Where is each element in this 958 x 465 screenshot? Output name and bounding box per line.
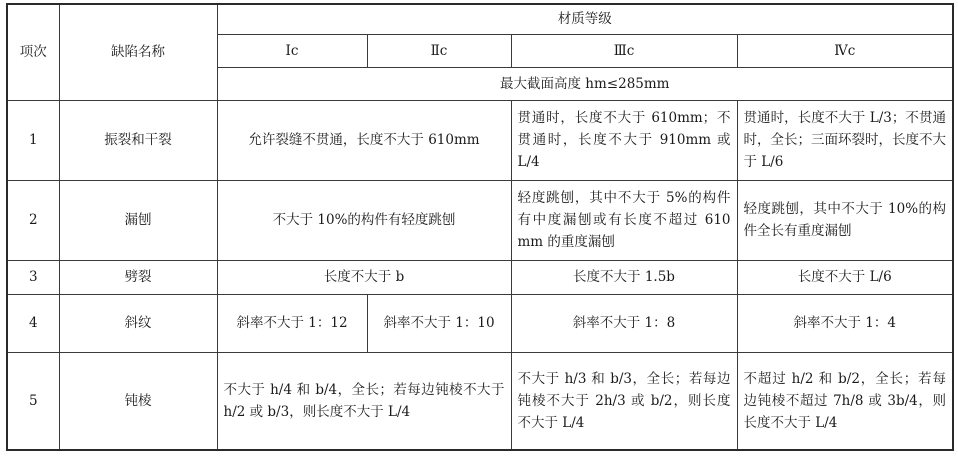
grade-4: Ⅳc: [737, 34, 953, 67]
header-defect-name: 缺陷名称: [59, 4, 217, 100]
grade-1-2-value: 允许裂缝不贯通，长度不大于 610mm: [217, 100, 511, 180]
grade-4-value: 斜率不大于 1：4: [737, 294, 953, 352]
grade-1-2-value: 不大于 h/4 和 b/4，全长；若每边钝棱不大于 h/2 或 b/3，则长度不大于 L/4: [217, 352, 511, 450]
grade-3-value: 贯通时，长度不大于 610mm；不贯通时，长度不大于 910mm 或 L/4: [511, 100, 737, 180]
header-grade-title: 材质等级: [217, 4, 953, 34]
grade-1-2-value: 不大于 10%的构件有轻度跳刨: [217, 180, 511, 260]
header-row-1: [7, 4, 953, 34]
grade-3-value: 长度不大于 1.5b: [511, 260, 737, 294]
row-index: 5: [7, 352, 59, 450]
defect-name: 漏刨: [59, 180, 217, 260]
grade-4-value: 不超过 h/2 和 b/2，全长；若每边钝棱不超过 7h/8 或 3b/4，则长度不大于 L/4: [737, 352, 953, 450]
grade-1-value: 斜率不大于 1：12: [217, 294, 367, 352]
grade-1: Ⅰc: [217, 34, 367, 67]
grade-1-2-value: 长度不大于 b: [217, 260, 511, 294]
max-height-note: 最大截面高度 hm≤285mm: [217, 67, 953, 100]
header-index: 项次: [7, 4, 59, 100]
defect-name: 钝棱: [59, 352, 217, 450]
grade-4-value: 长度不大于 L/6: [737, 260, 953, 294]
defect-name: 斜纹: [59, 294, 217, 352]
table-row: [7, 180, 953, 260]
material-grade-table: [6, 3, 954, 451]
grade-3-value: 斜率不大于 1：8: [511, 294, 737, 352]
row-index: 2: [7, 180, 59, 260]
grade-2: Ⅱc: [367, 34, 511, 67]
table-row: [7, 294, 953, 352]
grade-4-value: 贯通时，长度不大于 L/3；不贯通时，全长；三面环裂时，长度不大于 L/6: [737, 100, 953, 180]
defect-name: 劈裂: [59, 260, 217, 294]
grade-3: Ⅲc: [511, 34, 737, 67]
table-row: [7, 100, 953, 180]
row-index: 4: [7, 294, 59, 352]
defect-name: 振裂和干裂: [59, 100, 217, 180]
grade-4-value: 轻度跳刨，其中不大于 10%的构件全长有重度漏刨: [737, 180, 953, 260]
table-row: [7, 352, 953, 450]
row-index: 3: [7, 260, 59, 294]
grade-2-value: 斜率不大于 1：10: [367, 294, 511, 352]
grade-3-value: 轻度跳刨，其中不大于 5%的构件有中度漏刨或有长度不超过 610 mm 的重度漏刨: [511, 180, 737, 260]
row-index: 1: [7, 100, 59, 180]
table-row: [7, 260, 953, 294]
grade-3-value: 不大于 h/3 和 b/3，全长；若每边钝棱不大于 2h/3 或 b/2，则长度不大于 L/4: [511, 352, 737, 450]
